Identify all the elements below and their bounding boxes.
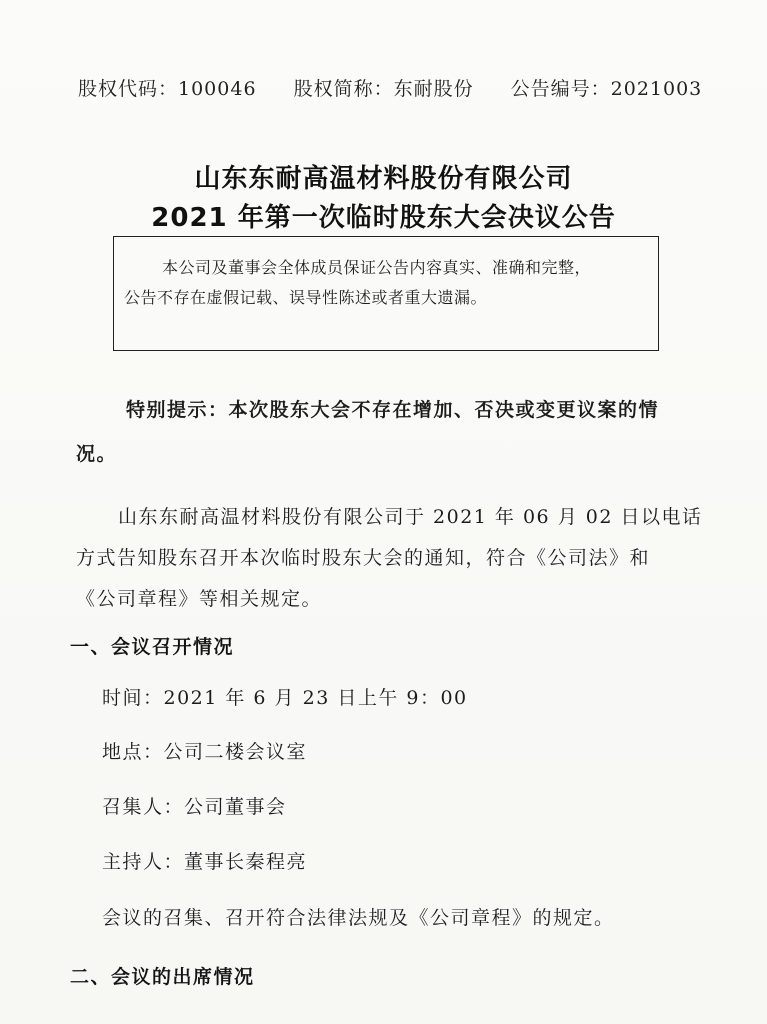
stock-code: 股权代码：100046 (78, 78, 257, 100)
header-info (78, 74, 702, 101)
meeting-time: 时间：2021 年 6 月 23 日上午 9：00 (102, 687, 468, 709)
company-title: 山东东耐高温材料股份有限公司 (194, 164, 573, 194)
intro-line-1: 山东东耐高温材料股份有限公司于 2021 年 06 月 02 日以电话 (118, 506, 703, 528)
announcement-title: 2021 年第一次临时股东大会决议公告 (151, 203, 616, 233)
statement-line-1: 本公司及董事会全体成员保证公告内容真实、准确和完整， (162, 258, 592, 277)
special-notice-line-1: 特别提示：本次股东大会不存在增加、否决或变更议案的情 (126, 399, 660, 421)
statement-line-2: 公告不存在虚假记载、误导性陈述或者重大遗漏。 (124, 288, 488, 307)
section-heading-attendance: 二、会议的出席情况 (70, 966, 255, 988)
meeting-host: 主持人：董事长秦程亮 (102, 851, 308, 873)
statement-text (124, 253, 652, 313)
meeting-place: 地点：公司二楼会议室 (102, 741, 308, 763)
statement-box (113, 236, 659, 351)
meeting-convener: 召集人：公司董事会 (102, 796, 287, 818)
stock-name: 股权简称：东耐股份 (293, 78, 474, 100)
notice-number: 公告编号：2021003 (510, 78, 703, 100)
section-heading-meeting: 一、会议召开情况 (70, 636, 235, 658)
intro-paragraph (76, 497, 716, 620)
meeting-compliance: 会议的召集、召开符合法律法规及《公司章程》的规定。 (102, 907, 615, 929)
special-notice (76, 388, 716, 476)
intro-line-3: 《公司章程》等相关规定。 (76, 588, 323, 610)
intro-line-2: 方式告知股东召开本次临时股东大会的通知，符合《公司法》和 (76, 547, 651, 569)
special-notice-line-2: 况。 (76, 443, 118, 465)
